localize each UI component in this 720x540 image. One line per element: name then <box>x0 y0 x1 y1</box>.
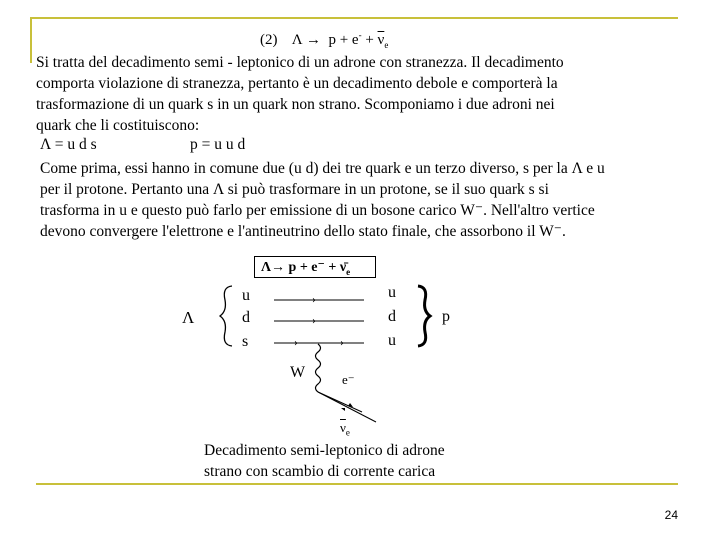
equation-plus: + <box>365 32 374 48</box>
final-quark-u2: u <box>388 332 396 349</box>
quark-arrow-s-in: › <box>294 338 298 349</box>
paragraph-2-line: per il protone. Pertanto una Λ si può trasformare in un protone, se il suo quark s si <box>40 181 549 198</box>
antineutrino-sub: e <box>345 427 350 438</box>
quark-arrow-u: › <box>312 295 316 306</box>
paragraph-2-line: Come prima, essi hanno in comune due (u d) dei tre quark e un terzo diverso, s per la Λ e u <box>40 160 605 177</box>
w-boson-label: W <box>290 364 306 381</box>
electron-label: e⁻ <box>342 372 355 387</box>
paragraph-1-line: quark che li costituiscono: <box>36 117 200 134</box>
equation-e-sup: - <box>358 30 362 40</box>
quark-arrow-d: › <box>312 316 316 327</box>
boxed-reaction-nu-sub: e <box>346 266 351 277</box>
left-brace <box>220 286 232 346</box>
caption-line: Decadimento semi-leptonico di adrone <box>204 442 445 459</box>
initial-quark-d: d <box>242 309 250 326</box>
antineutrino-arrow-icon <box>341 408 345 411</box>
diagram-caption <box>204 440 445 482</box>
paragraph-1-line: comporta violazione di stranezza, pertanto è un decadimento debole e comporterà la <box>36 75 558 92</box>
quark-arrow-s-out: › <box>340 338 344 349</box>
equation-number: (2) <box>260 32 278 48</box>
lambda-quark-content: Λ = u d s <box>40 136 97 153</box>
equation-nu: $\overline{\nu}$ <box>377 32 385 48</box>
paragraph-2-line: devono convergere l'elettrone e l'antineutrino dello stato finale, che assorbono il W⁻. <box>40 223 566 240</box>
final-hadron-label: p <box>442 308 450 325</box>
page-number: 24 <box>664 508 678 522</box>
equation-arrow: → <box>305 32 321 48</box>
right-brace <box>418 286 430 346</box>
equation-nu-sub: e <box>384 40 389 50</box>
w-boson-wavy-line <box>316 344 321 392</box>
boxed-reaction-text: Λ→ p + e⁻ + ν̄ <box>261 260 347 275</box>
proton-quark-content: p = u u d <box>190 136 246 153</box>
final-quark-u: u <box>388 284 396 301</box>
antineutrino-label <box>340 420 350 438</box>
equation-rhs: p + e <box>328 32 359 48</box>
antineutrino-symbol: $\overline{\nu}$ <box>340 420 346 435</box>
paragraph-2-line: trasforma in u e questo può farlo per emissione di un bosone carico W⁻. Nell'altro vertice <box>40 202 595 219</box>
paragraph-1-line: trasformazione di un quark s in un quark non strano. Scomponiamo i due adroni nei <box>36 96 555 113</box>
initial-hadron-label: Λ <box>182 308 195 327</box>
final-quark-d: d <box>388 308 396 325</box>
paragraph-1-line: Si tratta del decadimento semi - leptonico di un adrone con stranezza. Il decadimento <box>36 54 564 71</box>
initial-quark-u: u <box>242 287 250 304</box>
equation-lhs: Λ <box>291 32 303 48</box>
initial-quark-s: s <box>242 333 249 350</box>
caption-line: strano con scambio di corrente carica <box>204 463 436 480</box>
antineutrino-line <box>318 392 376 422</box>
